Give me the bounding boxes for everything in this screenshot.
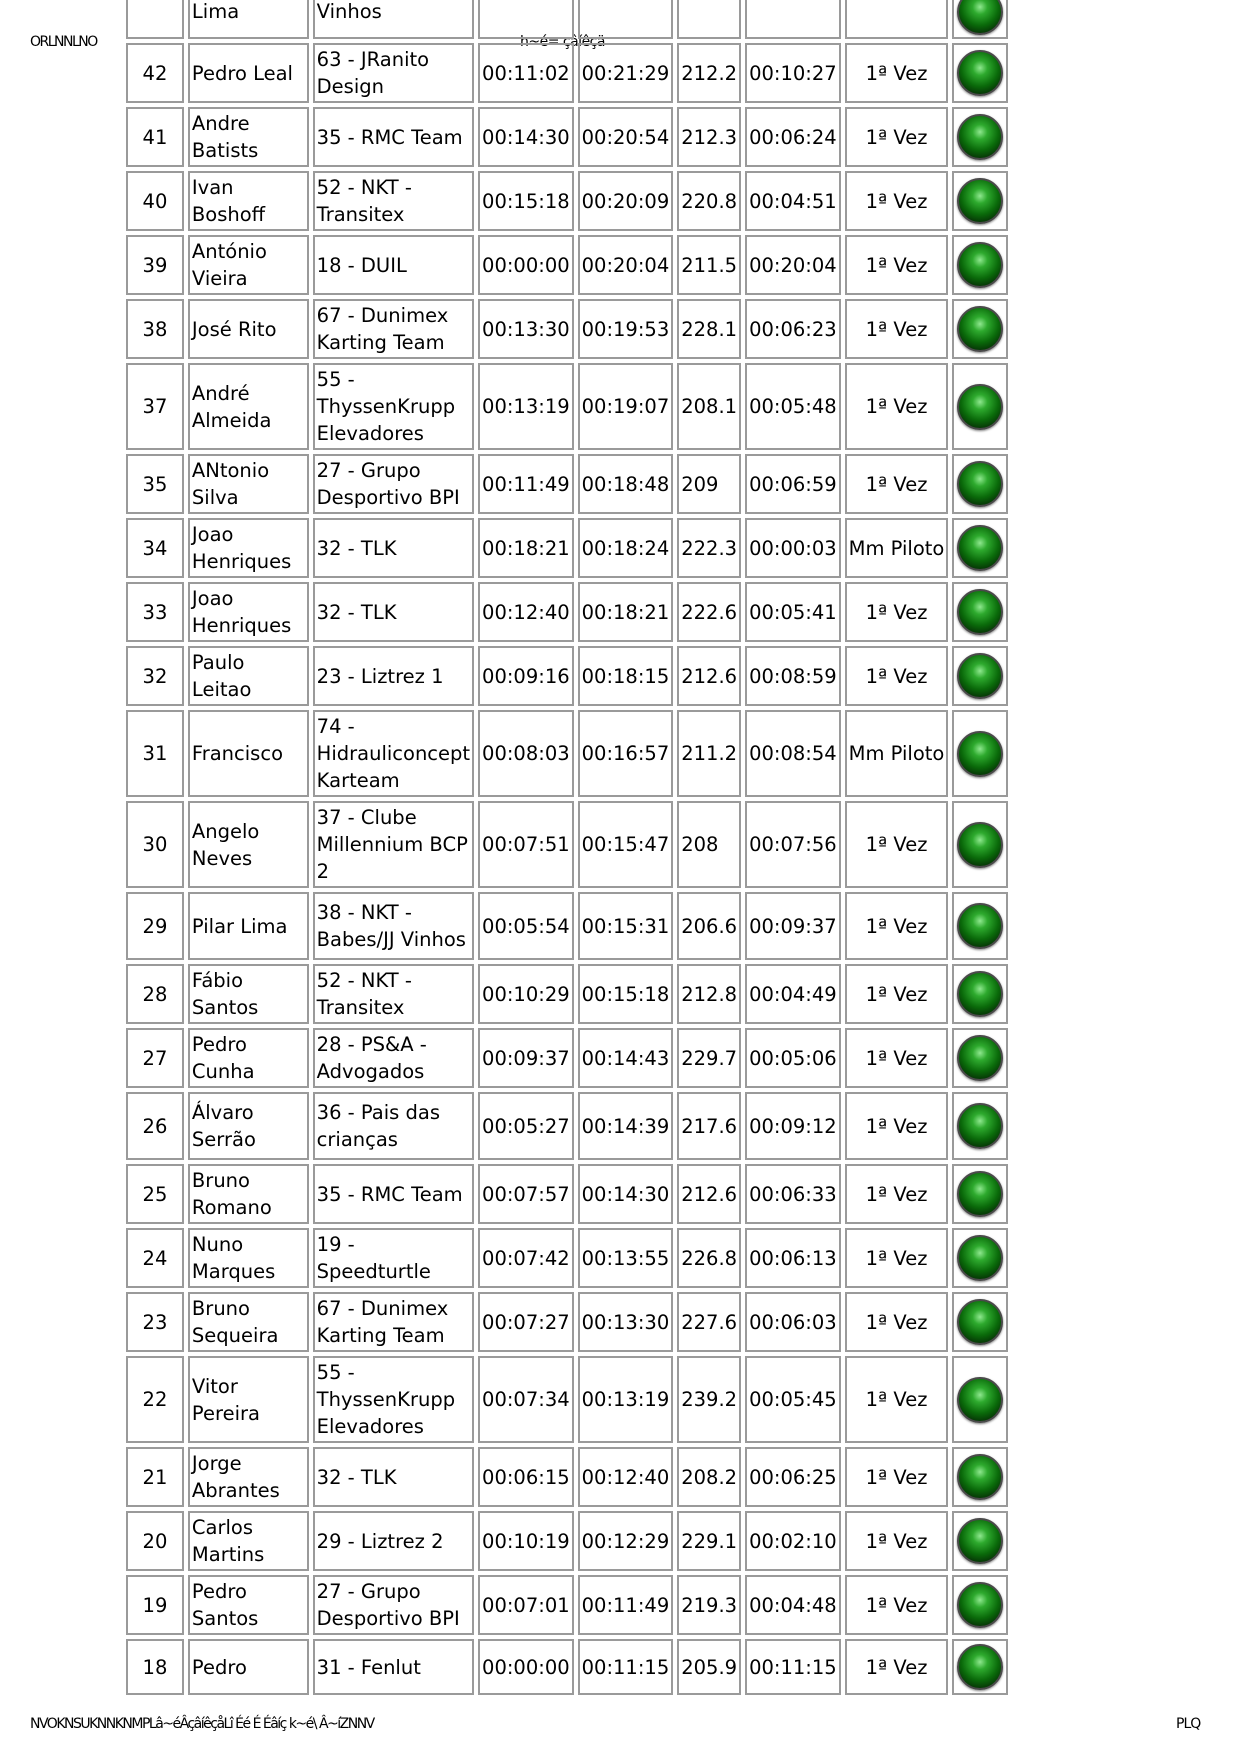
status-cell (952, 171, 1008, 231)
time-end-cell: 00:15:18 (578, 964, 674, 1024)
position-cell (126, 0, 184, 39)
time-start-cell: 00:07:01 (478, 1575, 574, 1635)
time-start-cell: 00:13:19 (478, 363, 574, 450)
note-cell: 1ª Vez (845, 892, 949, 960)
time-start-cell: 00:07:34 (478, 1356, 574, 1443)
green-status-light-icon (957, 589, 1003, 635)
time-diff-cell: 00:06:23 (745, 299, 841, 359)
position-cell: 24 (126, 1228, 184, 1288)
position-cell: 31 (126, 710, 184, 797)
position-cell: 23 (126, 1292, 184, 1352)
green-status-light-icon (957, 242, 1003, 288)
table-row (126, 299, 1008, 359)
time-diff-cell: 00:00:03 (745, 518, 841, 578)
speed-cell: 229.1 (677, 1511, 741, 1571)
time-start-cell: 00:07:51 (478, 801, 574, 888)
driver-name-cell: Lima (188, 0, 309, 39)
position-cell: 19 (126, 1575, 184, 1635)
driver-name-cell: André Almeida (188, 363, 309, 450)
note-cell: 1ª Vez (845, 171, 949, 231)
time-diff-cell: 00:06:25 (745, 1447, 841, 1507)
green-status-light-icon (957, 903, 1003, 949)
page-number: PLQ (1176, 1716, 1201, 1732)
driver-name-cell: José Rito (188, 299, 309, 359)
position-cell: 27 (126, 1028, 184, 1088)
status-cell (952, 518, 1008, 578)
team-cell: 55 - ThyssenKrupp Elevadores (313, 1356, 474, 1443)
results-table-viewport (122, 0, 1012, 1703)
team-cell: 52 - NKT - Transitex (313, 171, 474, 231)
time-start-cell: 00:14:30 (478, 107, 574, 167)
time-end-cell: 00:13:55 (578, 1228, 674, 1288)
time-diff-cell: 00:06:13 (745, 1228, 841, 1288)
time-start-cell: 00:07:42 (478, 1228, 574, 1288)
time-diff-cell: 00:06:59 (745, 454, 841, 514)
time-end-cell: 00:11:49 (578, 1575, 674, 1635)
green-status-light-icon (957, 1103, 1003, 1149)
time-start-cell: 00:13:30 (478, 299, 574, 359)
note-cell: 1ª Vez (845, 646, 949, 706)
position-cell: 32 (126, 646, 184, 706)
time-end-cell: 00:12:29 (578, 1511, 674, 1571)
position-cell: 34 (126, 518, 184, 578)
page-header-left: ORLNNLNO (30, 34, 97, 50)
green-status-light-icon (957, 971, 1003, 1017)
speed-cell: 222.3 (677, 518, 741, 578)
team-cell: 63 - JRanito Design (313, 43, 474, 103)
table-row (126, 1639, 1008, 1695)
time-start-cell: 00:10:19 (478, 1511, 574, 1571)
table-row (126, 1292, 1008, 1352)
position-cell: 40 (126, 171, 184, 231)
driver-name-cell: Bruno Romano (188, 1164, 309, 1224)
team-cell: 52 - NKT - Transitex (313, 964, 474, 1024)
time-diff-cell: 00:04:51 (745, 171, 841, 231)
status-cell (952, 1447, 1008, 1507)
time-diff-cell: 00:04:48 (745, 1575, 841, 1635)
driver-name-cell: Jorge Abrantes (188, 1447, 309, 1507)
note-cell: 1ª Vez (845, 43, 949, 103)
time-diff-cell: 00:08:59 (745, 646, 841, 706)
note-cell: 1ª Vez (845, 363, 949, 450)
status-cell (952, 1639, 1008, 1695)
table-row (126, 43, 1008, 103)
time-diff-cell: 00:06:03 (745, 1292, 841, 1352)
time-end-cell: 00:19:53 (578, 299, 674, 359)
team-cell: 38 - NKT - Babes/JJ Vinhos (313, 892, 474, 960)
team-cell: 19 - Speedturtle (313, 1228, 474, 1288)
status-cell (952, 801, 1008, 888)
table-row (126, 1164, 1008, 1224)
driver-name-cell: Bruno Sequeira (188, 1292, 309, 1352)
green-status-light-icon (957, 1582, 1003, 1628)
speed-cell: 212.8 (677, 964, 741, 1024)
table-row (126, 363, 1008, 450)
speed-cell: 212.3 (677, 107, 741, 167)
table-row (126, 646, 1008, 706)
position-cell: 42 (126, 43, 184, 103)
position-cell: 28 (126, 964, 184, 1024)
green-status-light-icon (957, 1299, 1003, 1345)
speed-cell: 211.5 (677, 235, 741, 295)
time-diff-cell: 00:06:33 (745, 1164, 841, 1224)
speed-cell: 228.1 (677, 299, 741, 359)
team-cell: 36 - Pais das crianças (313, 1092, 474, 1160)
time-end-cell: 00:20:04 (578, 235, 674, 295)
driver-name-cell: Andre Batists (188, 107, 309, 167)
time-start-cell: 00:10:29 (478, 964, 574, 1024)
note-cell: 1ª Vez (845, 1292, 949, 1352)
time-start-cell: 00:07:27 (478, 1292, 574, 1352)
driver-name-cell: Vitor Pereira (188, 1356, 309, 1443)
position-cell: 30 (126, 801, 184, 888)
team-cell: 74 - Hidrauliconcept Karteam (313, 710, 474, 797)
green-status-light-icon (957, 306, 1003, 352)
page-header-title: h~é= çâíêçä (520, 34, 605, 50)
time-start-cell: 00:11:49 (478, 454, 574, 514)
team-cell: 27 - Grupo Desportivo BPI (313, 1575, 474, 1635)
team-cell: 32 - TLK (313, 518, 474, 578)
team-cell: 37 - Clube Millennium BCP 2 (313, 801, 474, 888)
driver-name-cell: Paulo Leitao (188, 646, 309, 706)
note-cell: 1ª Vez (845, 1092, 949, 1160)
green-status-light-icon (957, 0, 1003, 35)
table-row (126, 1511, 1008, 1571)
time-end-cell: 00:14:43 (578, 1028, 674, 1088)
time-diff-cell: 00:04:49 (745, 964, 841, 1024)
position-cell: 35 (126, 454, 184, 514)
green-status-light-icon (957, 822, 1003, 868)
note-cell: 1ª Vez (845, 107, 949, 167)
position-cell: 41 (126, 107, 184, 167)
green-status-light-icon (957, 114, 1003, 160)
green-status-light-icon (957, 384, 1003, 430)
status-cell (952, 582, 1008, 642)
time-end-cell: 00:13:19 (578, 1356, 674, 1443)
speed-cell: 219.3 (677, 1575, 741, 1635)
driver-name-cell: Pedro (188, 1639, 309, 1695)
driver-name-cell: Pedro Santos (188, 1575, 309, 1635)
position-cell: 20 (126, 1511, 184, 1571)
driver-name-cell: ANtonio Silva (188, 454, 309, 514)
time-start-cell: 00:15:18 (478, 171, 574, 231)
note-cell: 1ª Vez (845, 1447, 949, 1507)
time-start-cell: 00:09:37 (478, 1028, 574, 1088)
status-cell (952, 1164, 1008, 1224)
driver-name-cell: António Vieira (188, 235, 309, 295)
speed-cell: 227.6 (677, 1292, 741, 1352)
status-cell (952, 454, 1008, 514)
time-end-cell: 00:14:30 (578, 1164, 674, 1224)
speed-cell: 220.8 (677, 171, 741, 231)
table-row (126, 171, 1008, 231)
time-end-cell: 00:18:48 (578, 454, 674, 514)
driver-name-cell: Pilar Lima (188, 892, 309, 960)
time-end-cell: 00:13:30 (578, 1292, 674, 1352)
speed-cell: 205.9 (677, 1639, 741, 1695)
driver-name-cell: Pedro Leal (188, 43, 309, 103)
time-start-cell: 00:08:03 (478, 710, 574, 797)
table-row (126, 1356, 1008, 1443)
position-cell: 38 (126, 299, 184, 359)
team-cell: 29 - Liztrez 2 (313, 1511, 474, 1571)
green-status-light-icon (957, 178, 1003, 224)
time-end-cell: 00:19:07 (578, 363, 674, 450)
driver-name-cell: Angelo Neves (188, 801, 309, 888)
speed-cell: 208 (677, 801, 741, 888)
status-cell (952, 363, 1008, 450)
team-cell: 32 - TLK (313, 1447, 474, 1507)
note-cell: 1ª Vez (845, 1356, 949, 1443)
speed-cell: 208.2 (677, 1447, 741, 1507)
green-status-light-icon (957, 1644, 1003, 1690)
speed-cell: 229.7 (677, 1028, 741, 1088)
team-cell: Vinhos (313, 0, 474, 39)
status-cell (952, 1092, 1008, 1160)
time-diff-cell: 00:20:04 (745, 235, 841, 295)
time-start-cell: 00:09:16 (478, 646, 574, 706)
time-diff-cell: 00:05:06 (745, 1028, 841, 1088)
position-cell: 33 (126, 582, 184, 642)
time-start-cell: 00:07:57 (478, 1164, 574, 1224)
time-end-cell: 00:14:39 (578, 1092, 674, 1160)
speed-cell: 217.6 (677, 1092, 741, 1160)
note-cell: 1ª Vez (845, 1511, 949, 1571)
green-status-light-icon (957, 653, 1003, 699)
table-row (126, 1228, 1008, 1288)
time-start-cell: 00:18:21 (478, 518, 574, 578)
table-row (126, 235, 1008, 295)
position-cell: 39 (126, 235, 184, 295)
status-cell (952, 43, 1008, 103)
time-end-cell: 00:21:29 (578, 43, 674, 103)
table-row (126, 1028, 1008, 1088)
note-cell (845, 0, 949, 39)
status-cell (952, 710, 1008, 797)
note-cell: 1ª Vez (845, 235, 949, 295)
time-diff-cell: 00:05:41 (745, 582, 841, 642)
time-diff-cell: 00:10:27 (745, 43, 841, 103)
table-row (126, 801, 1008, 888)
time-end-cell: 00:18:21 (578, 582, 674, 642)
time-diff-cell: 00:05:48 (745, 363, 841, 450)
green-status-light-icon (957, 50, 1003, 96)
driver-name-cell: Pedro Cunha (188, 1028, 309, 1088)
time-diff-cell: 00:09:37 (745, 892, 841, 960)
note-cell: 1ª Vez (845, 582, 949, 642)
time-start-cell: 00:12:40 (478, 582, 574, 642)
time-diff-cell: 00:05:45 (745, 1356, 841, 1443)
green-status-light-icon (957, 461, 1003, 507)
green-status-light-icon (957, 525, 1003, 571)
status-cell (952, 1511, 1008, 1571)
green-status-light-icon (957, 1518, 1003, 1564)
time-start-cell: 00:00:00 (478, 1639, 574, 1695)
driver-name-cell: Joao Henriques (188, 518, 309, 578)
table-row (126, 0, 1008, 39)
time-diff-cell: 00:09:12 (745, 1092, 841, 1160)
driver-name-cell: Joao Henriques (188, 582, 309, 642)
time-diff-cell: 00:06:24 (745, 107, 841, 167)
time-end-cell: 00:18:24 (578, 518, 674, 578)
time-end-cell (578, 0, 674, 39)
note-cell: 1ª Vez (845, 1575, 949, 1635)
time-end-cell: 00:12:40 (578, 1447, 674, 1507)
time-start-cell: 00:11:02 (478, 43, 574, 103)
team-cell: 35 - RMC Team (313, 1164, 474, 1224)
time-start-cell: 00:06:15 (478, 1447, 574, 1507)
team-cell: 32 - TLK (313, 582, 474, 642)
time-diff-cell: 00:11:15 (745, 1639, 841, 1695)
note-cell: 1ª Vez (845, 1228, 949, 1288)
green-status-light-icon (957, 731, 1003, 777)
time-start-cell: 00:00:00 (478, 235, 574, 295)
status-cell (952, 1292, 1008, 1352)
table-row (126, 1092, 1008, 1160)
results-table (122, 0, 1012, 1699)
green-status-light-icon (957, 1377, 1003, 1423)
note-cell: Mm Piloto (845, 710, 949, 797)
status-cell (952, 1228, 1008, 1288)
time-end-cell: 00:18:15 (578, 646, 674, 706)
speed-cell: 206.6 (677, 892, 741, 960)
green-status-light-icon (957, 1171, 1003, 1217)
time-end-cell: 00:15:47 (578, 801, 674, 888)
green-status-light-icon (957, 1235, 1003, 1281)
status-cell (952, 1575, 1008, 1635)
team-cell: 28 - PS&A - Advogados (313, 1028, 474, 1088)
driver-name-cell: Fábio Santos (188, 964, 309, 1024)
speed-cell: 212.2 (677, 43, 741, 103)
note-cell: 1ª Vez (845, 1639, 949, 1695)
note-cell: 1ª Vez (845, 1164, 949, 1224)
team-cell: 27 - Grupo Desportivo BPI (313, 454, 474, 514)
table-row (126, 518, 1008, 578)
time-start-cell: 00:05:27 (478, 1092, 574, 1160)
status-cell (952, 1028, 1008, 1088)
status-cell (952, 1356, 1008, 1443)
note-cell: 1ª Vez (845, 299, 949, 359)
position-cell: 21 (126, 1447, 184, 1507)
speed-cell: 226.8 (677, 1228, 741, 1288)
table-row (126, 964, 1008, 1024)
status-cell (952, 107, 1008, 167)
position-cell: 26 (126, 1092, 184, 1160)
time-end-cell: 00:11:15 (578, 1639, 674, 1695)
driver-name-cell: Francisco (188, 710, 309, 797)
time-end-cell: 00:16:57 (578, 710, 674, 797)
speed-cell: 212.6 (677, 646, 741, 706)
position-cell: 25 (126, 1164, 184, 1224)
speed-cell: 209 (677, 454, 741, 514)
status-cell (952, 646, 1008, 706)
speed-cell: 222.6 (677, 582, 741, 642)
time-end-cell: 00:20:09 (578, 171, 674, 231)
note-cell: 1ª Vez (845, 1028, 949, 1088)
status-cell (952, 0, 1008, 39)
time-diff-cell: 00:08:54 (745, 710, 841, 797)
note-cell: 1ª Vez (845, 454, 949, 514)
time-start-cell (478, 0, 574, 39)
position-cell: 22 (126, 1356, 184, 1443)
table-row (126, 892, 1008, 960)
team-cell: 31 - Fenlut (313, 1639, 474, 1695)
speed-cell: 239.2 (677, 1356, 741, 1443)
status-cell (952, 235, 1008, 295)
time-start-cell: 00:05:54 (478, 892, 574, 960)
time-end-cell: 00:20:54 (578, 107, 674, 167)
page-footer-left: NVOKNSUKNNKNMPLâ~éÂçâíêçåLî Éé É Éâíç k~é\ Â~íZNNV (30, 1716, 374, 1732)
note-cell: Mm Piloto (845, 518, 949, 578)
table-row (126, 1575, 1008, 1635)
table-row (126, 582, 1008, 642)
table-row (126, 454, 1008, 514)
time-diff-cell: 00:02:10 (745, 1511, 841, 1571)
speed-cell (677, 0, 741, 39)
team-cell: 55 - ThyssenKrupp Elevadores (313, 363, 474, 450)
driver-name-cell: Álvaro Serrão (188, 1092, 309, 1160)
table-row (126, 107, 1008, 167)
time-end-cell: 00:15:31 (578, 892, 674, 960)
team-cell: 18 - DUIL (313, 235, 474, 295)
team-cell: 67 - Dunimex Karting Team (313, 1292, 474, 1352)
time-diff-cell (745, 0, 841, 39)
driver-name-cell: Nuno Marques (188, 1228, 309, 1288)
speed-cell: 208.1 (677, 363, 741, 450)
note-cell: 1ª Vez (845, 801, 949, 888)
position-cell: 29 (126, 892, 184, 960)
time-diff-cell: 00:07:56 (745, 801, 841, 888)
team-cell: 23 - Liztrez 1 (313, 646, 474, 706)
status-cell (952, 892, 1008, 960)
table-row (126, 710, 1008, 797)
driver-name-cell: Ivan Boshoff (188, 171, 309, 231)
note-cell: 1ª Vez (845, 964, 949, 1024)
speed-cell: 211.2 (677, 710, 741, 797)
status-cell (952, 964, 1008, 1024)
status-cell (952, 299, 1008, 359)
team-cell: 35 - RMC Team (313, 107, 474, 167)
speed-cell: 212.6 (677, 1164, 741, 1224)
position-cell: 18 (126, 1639, 184, 1695)
team-cell: 67 - Dunimex Karting Team (313, 299, 474, 359)
position-cell: 37 (126, 363, 184, 450)
green-status-light-icon (957, 1035, 1003, 1081)
table-row (126, 1447, 1008, 1507)
green-status-light-icon (957, 1454, 1003, 1500)
driver-name-cell: Carlos Martins (188, 1511, 309, 1571)
